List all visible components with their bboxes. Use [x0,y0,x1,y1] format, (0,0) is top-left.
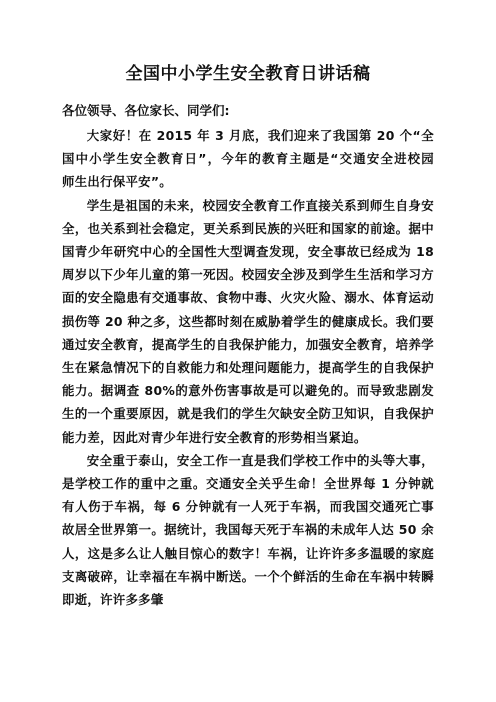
paragraph-greeting: 大家好！在 2015 年 3 月底，我们迎来了我国第 20 个“全国中小学生安全教育日”，今年的教育主题是“交通安全进校园 师生出行保平安”。 [62,128,447,190]
paragraph-students-future: 学生是祖国的未来，校园安全教育工作直接关系到师生自身安全，也关系到社会稳定，更关系到民族的兴旺和国家的前途。据中国青少年研究中心的全国性大型调查发现，安全事故已经成为 18 周岁以下少年儿童的第一死因。校园安全涉及到学生生活和学习方面的安全隐患有交通事故、食物中毒、火灾火险、溺水、体育运动损伤等 20 种之多，这些都时刻在威胁着学生的健康成长。我们要通过安全教育，提高学生的自我保护能力，加强安全教育，培养学生在紧急情况下的自救能力和处理问题能力，提高学生的自我保护能力。据调查 80%的意外伤害事故是可以避免的。而导致悲剧发生的一个重要原因，就是我们的学生欠缺安全防卫知识，自我保护能力差，因此对青少年进行安全教育的形势相当紧迫。 [62,197,434,445]
document-title: 全国中小学生安全教育日讲话稿 [125,64,371,84]
paragraph-safety-priority: 安全重于泰山，安全工作一直是我们学校工作中的头等大事，是学校工作的重中之重。交通安全关乎生命！全世界每 1 分钟就有人伤于车祸，每 6 分钟就有一人死于车祸，而我国交通死亡事故居全世界第一。据统计，我国每天死于车祸的未成年人达 50 余人，这是多么让人触目惊心的数字！车祸，让许许多多温暖的家庭支离破碎，让幸福在车祸中断送。一个个鲜活的生命在车祸中转瞬即逝，许许多多肇 [62,452,434,608]
document-body [62,124,447,611]
salutation: 各位领导、各位家长、同学们: [62,103,230,118]
